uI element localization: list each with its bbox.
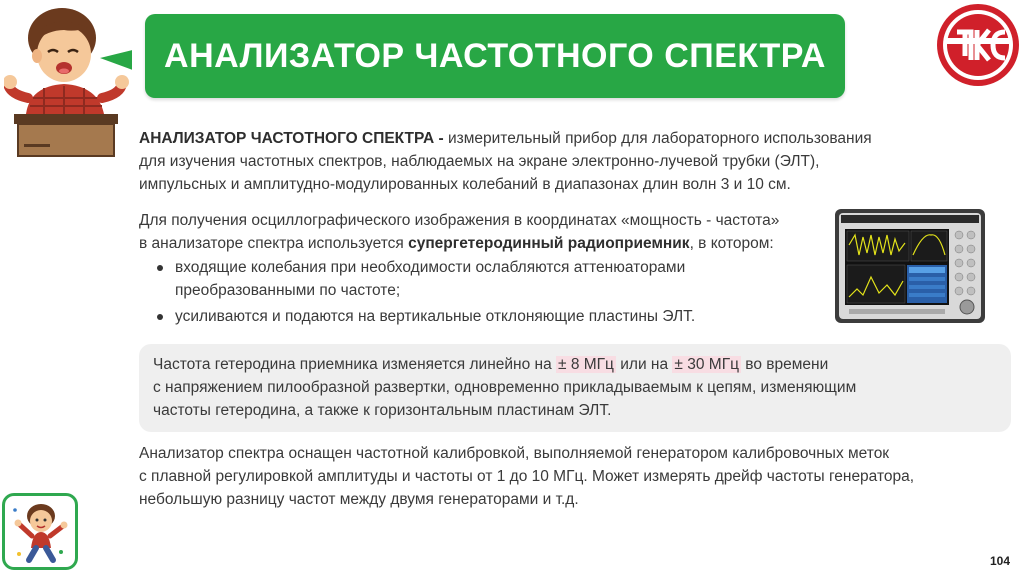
calibration-line: с плавной регулировкой амплитуды и частоты от 1 до 10 МГц. Может измерять дрейф частоты генератора, xyxy=(139,468,915,485)
title-banner xyxy=(145,14,845,98)
bullet-icon xyxy=(157,265,163,271)
highlight-value: ± 8 МГц xyxy=(558,356,614,373)
receiver-term: супергетеродинный радиоприемник xyxy=(408,235,690,252)
definition-paragraph xyxy=(139,127,899,196)
list-item-text: преобразованными по частоте; xyxy=(175,282,401,299)
bullet-icon xyxy=(157,314,163,320)
bullet-list xyxy=(139,256,819,331)
calibration-paragraph xyxy=(139,442,939,511)
teacher-boy-icon xyxy=(4,2,132,158)
note-line: или на xyxy=(615,356,673,373)
calibration-line: Анализатор спектра оснащен частотной калибровкой, выполняемой генератором калибровочных меток xyxy=(139,445,890,462)
definition-line: для изучения частотных спектров, наблюдаемых на экране электронно-лучевой трубки (ЭЛТ), xyxy=(139,153,820,170)
note-line: во времени xyxy=(740,356,829,373)
highlight-value: ± 30 МГц xyxy=(674,356,739,373)
list-item xyxy=(139,256,819,302)
list-item xyxy=(139,305,819,328)
definition-line: импульсных и амплитудно-модулированных колебаний в диапазонах длин волн 3 и 10 см. xyxy=(139,176,791,193)
calibration-line: небольшую разницу частот между двумя генераторами и т.д. xyxy=(139,491,579,508)
definition-term: АНАЛИЗАТОР ЧАСТОТНОГО СПЕКТРА - xyxy=(139,130,444,147)
note-line: частоты гетеродина, а также к горизонтальным пластинам ЭЛТ. xyxy=(153,402,612,419)
list-item-text: входящие колебания при необходимости ослабляются аттенюаторами xyxy=(175,259,686,276)
jumping-boy-icon xyxy=(2,493,78,570)
note-line: с напряжением пилообразной развертки, одновременно прикладываемым к цепям, изменяющим xyxy=(153,379,857,396)
receiver-line: , в котором: xyxy=(689,235,774,252)
note-text xyxy=(153,353,973,422)
list-item-text: усиливаются и подаются на вертикальные отклоняющие пластины ЭЛТ. xyxy=(175,308,696,325)
page-number: 104 xyxy=(990,554,1011,568)
definition-line: измерительный прибор для лабораторного использования xyxy=(443,130,872,147)
college-logo-icon xyxy=(935,2,1021,88)
note-line: Частота гетеродина приемника изменяется линейно на xyxy=(153,356,557,373)
receiver-line: Для получения осциллографического изображения в координатах «мощность - частота» xyxy=(139,212,780,229)
receiver-line: в анализаторе спектра используется xyxy=(139,235,409,252)
receiver-paragraph xyxy=(139,209,819,255)
page-title: АНАЛИЗАТОР ЧАСТОТНОГО СПЕКТРА xyxy=(164,36,826,75)
spectrum-analyzer-device xyxy=(833,205,989,327)
